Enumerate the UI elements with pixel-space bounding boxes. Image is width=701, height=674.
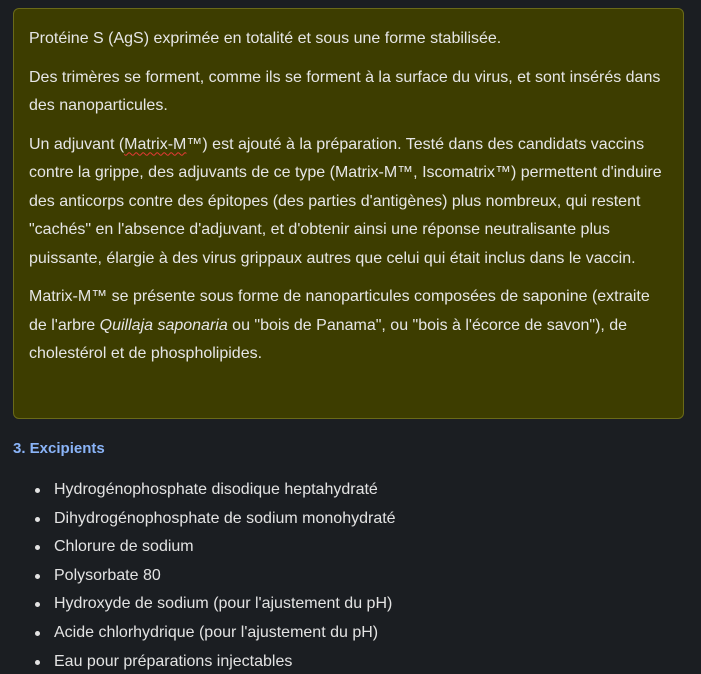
- info-note-box: [13, 8, 684, 419]
- bullet-icon: [35, 631, 40, 636]
- list-item-text: Eau pour préparations injectables: [54, 652, 293, 670]
- list-item: [54, 476, 674, 505]
- matrix-text-rest: ou "bois de Panama", ou "bois à l'écorce de savon"), de cholestérol et de phospholipides.: [29, 316, 628, 362]
- species-name-italic: Quillaja saponaria: [99, 316, 228, 334]
- list-item-text: Polysorbate 80: [54, 566, 161, 584]
- section-heading-excipients: 3. Excipients: [13, 440, 105, 457]
- bullet-icon: [35, 574, 40, 579]
- adjuvant-text-rest: ™) est ajouté à la préparation. Testé dans des candidats vaccins contre la grippe, des adjuvants de ce type (Matrix-M™, Iscomatrix™) permettent d'induire des anticorps contre des épitopes (des parties d'antigènes) plus nombreux, qui restent "cachés" en l'absence d'adjuvant, et d'obtenir ainsi une réponse neutralisante plus puissante, élargie à des virus grippaux autres que celui qui était inclus dans le vaccin.: [29, 135, 662, 267]
- adjuvant-text-start: Un adjuvant (: [29, 135, 125, 153]
- list-item: [54, 590, 674, 619]
- list-item: [54, 505, 674, 534]
- bullet-icon: [35, 545, 40, 550]
- bullet-icon: [35, 602, 40, 607]
- list-item: [54, 533, 674, 562]
- note-paragraph-trimers: Des trimères se forment, comme ils se forment à la surface du virus, et sont insérés dans des nanoparticules.: [29, 68, 661, 114]
- excipients-list: [13, 476, 674, 674]
- list-item-text: Acide chlorhydrique (pour l'ajustement du pH): [54, 623, 379, 641]
- list-item: [54, 619, 674, 648]
- list-item-text: Hydroxyde de sodium (pour l'ajustement du pH): [54, 595, 393, 613]
- list-item-text: Dihydrogénophosphate de sodium monohydraté: [54, 509, 396, 527]
- list-item-text: Hydrogénophosphate disodique heptahydraté: [54, 481, 378, 498]
- list-item: [54, 562, 674, 591]
- note-paragraph-protein: Protéine S (AgS) exprimée en totalité et sous une forme stabilisée.: [29, 30, 502, 47]
- spellcheck-underlined-term[interactable]: Matrix-M: [124, 135, 187, 153]
- note-paragraph-matrix: [29, 283, 668, 369]
- matrix-text-start: Matrix-M™ se présente sous forme de nanoparticules composées de saponine (extraite de l'arbre: [29, 288, 650, 334]
- list-item: [54, 648, 674, 674]
- bullet-icon: [35, 517, 40, 522]
- note-paragraph-adjuvant: [29, 131, 668, 274]
- bullet-icon: [35, 488, 40, 493]
- bullet-icon: [35, 660, 40, 665]
- list-item-text: Chlorure de sodium: [54, 538, 194, 556]
